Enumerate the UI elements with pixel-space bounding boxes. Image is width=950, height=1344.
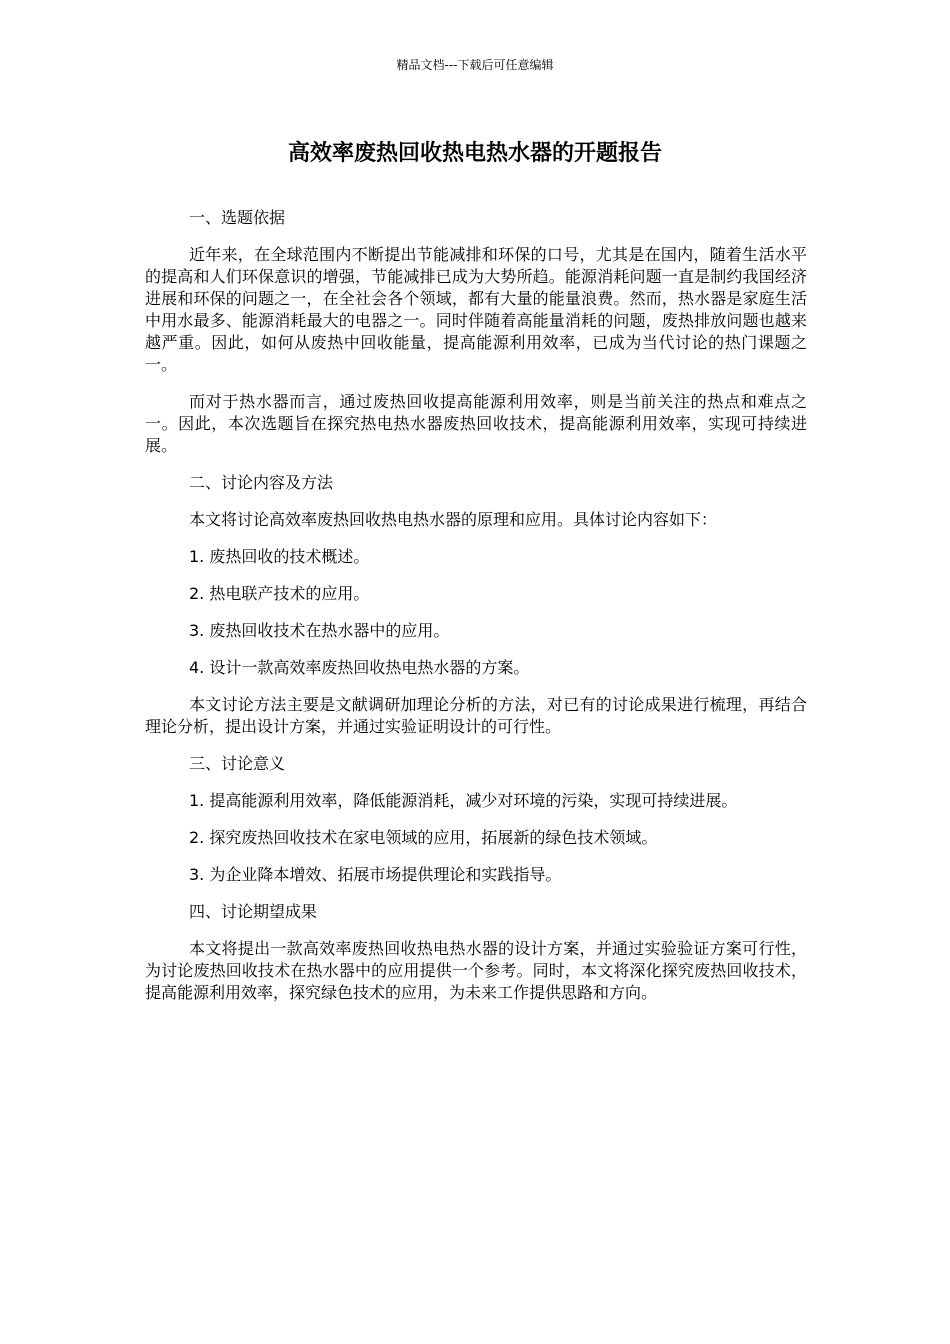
section-heading-basis: 一、选题依据 <box>189 208 286 227</box>
list-item: 4. 设计一款高效率废热回收热电热水器的方案。 <box>189 658 530 677</box>
list-item: 3. 废热回收技术在热水器中的应用。 <box>189 621 450 640</box>
list-item: 2. 探究废热回收技术在家电领域的应用，拓展新的绿色技术领域。 <box>189 828 658 847</box>
document-body <box>145 207 807 1019</box>
body-paragraph: 本文将讨论高效率废热回收热电热水器的原理和应用。具体讨论内容如下： <box>189 510 718 529</box>
list-item: 1. 提高能源利用效率，降低能源消耗，减少对环境的污染，实现可持续进展。 <box>189 791 738 810</box>
page-header: 精品文档---下载后可任意编辑 <box>396 58 554 72</box>
section-heading-expected-results: 四、讨论期望成果 <box>189 902 318 921</box>
list-item: 1. 废热回收的技术概述。 <box>189 547 370 566</box>
body-paragraph: 而对于热水器而言，通过废热回收提高能源利用效率，则是当前关注的热点和难点之一。因此，本次选题旨在探究热电热水器废热回收技术，提高能源利用效率，实现可持续进展。 <box>145 392 807 455</box>
body-paragraph: 近年来，在全球范围内不断提出节能减排和环保的口号，尤其是在国内，随着生活水平的提高和人们环保意识的增强，节能减排已成为大势所趋。能源消耗问题一直是制约我国经济进展和环保的问题之一，在全社会各个领域，都有大量的能量浪费。然而，热水器是家庭生活中用水最多、能源消耗最大的电器之一。同时伴随着高能量消耗的问题，废热排放问题也越来越严重。因此，如何从废热中回收能量，提高能源利用效率，已成为当代讨论的热门课题之一。 <box>145 245 807 374</box>
section-heading-significance: 三、讨论意义 <box>189 754 286 773</box>
section-heading-content-method: 二、讨论内容及方法 <box>189 473 334 492</box>
document-title: 高效率废热回收热电热水器的开题报告 <box>287 141 662 166</box>
list-item: 2. 热电联产技术的应用。 <box>189 584 370 603</box>
list-item: 3. 为企业降本增效、拓展市场提供理论和实践指导。 <box>189 865 562 884</box>
body-paragraph: 本文将提出一款高效率废热回收热电热水器的设计方案，并通过实验验证方案可行性，为讨论废热回收技术在热水器中的应用提供一个参考。同时，本文将深化探究废热回收技术，提高能源利用效率，探究绿色技术的应用，为未来工作提供思路和方向。 <box>145 939 807 1002</box>
body-paragraph: 本文讨论方法主要是文献调研加理论分析的方法，对已有的讨论成果进行梳理，再结合理论分析，提出设计方案，并通过实验证明设计的可行性。 <box>145 695 807 736</box>
